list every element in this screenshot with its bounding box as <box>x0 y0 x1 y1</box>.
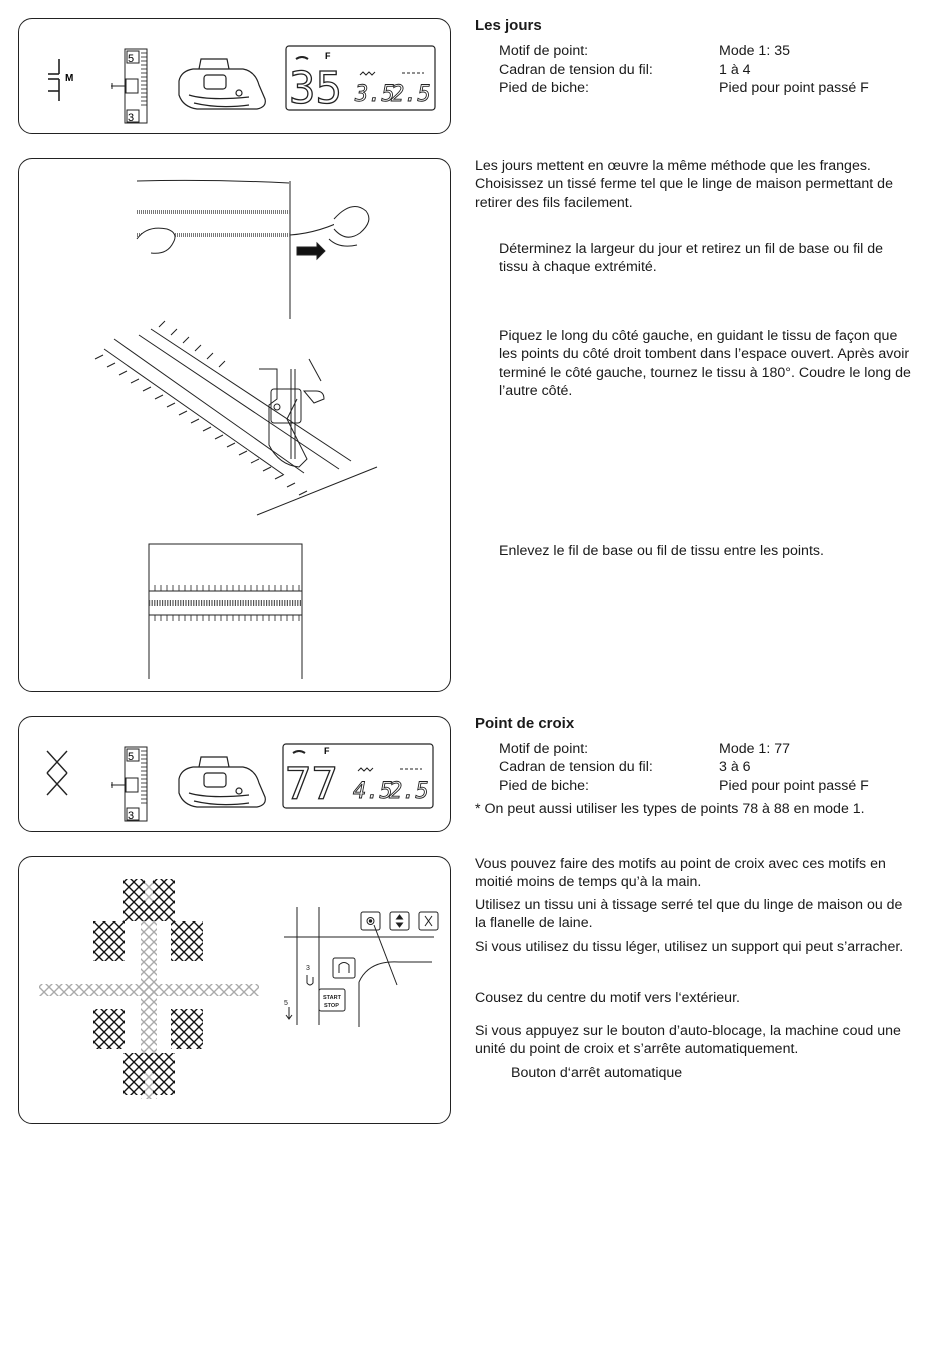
stop-label: STOP <box>324 1003 339 1009</box>
croix-setting-value-2: Pied pour point passé F <box>719 778 869 794</box>
dial-top-number: 5 <box>128 53 135 65</box>
jours-illustration-box <box>18 158 451 692</box>
jours-settings-box <box>18 18 451 134</box>
dial-bottom-number: 3 <box>128 810 135 822</box>
lcd-display-icon <box>286 46 435 114</box>
jours-title: Les jours <box>475 17 542 34</box>
croix-paragraph-4: Cousez du centre du motif vers l‘extérieur. <box>475 990 740 1006</box>
croix-paragraph-3: Si vous utilisez du tissu léger, utilisez un support qui peut s’arracher. <box>475 939 904 955</box>
lcd-foot-letter: F <box>325 51 331 61</box>
lcd-pattern-number: 77 <box>285 759 338 810</box>
croix-setting-value-0: Mode 1: 77 <box>719 741 790 757</box>
start-label: START <box>323 995 341 1001</box>
cross-stitch-motif-illustration <box>39 879 259 1099</box>
straight-stitch-pattern-icon <box>48 59 59 101</box>
croix-setting-value-1: 3 à 6 <box>719 759 751 775</box>
croix-paragraph-5: Si vous appuyez sur le bouton d’auto-blocage, la machine coud une unité du point de croix et s’arrête automatiquement. <box>475 1023 901 1058</box>
jours-setting-label-1: Cadran de tension du fil: <box>499 62 653 78</box>
reverse-button <box>333 958 355 978</box>
finished-hemstitch-illustration <box>149 544 302 679</box>
pattern-mark: M <box>65 73 74 84</box>
jours-illustrations <box>19 159 452 693</box>
lcd-length-value: 2.5 <box>391 82 431 107</box>
presser-foot-f-icon <box>179 59 265 109</box>
dial-top-number: 5 <box>128 751 135 763</box>
lcd-pattern-number: 35 <box>289 63 342 114</box>
panel-number-3: 3 <box>306 965 310 972</box>
lcd-length-value: 2.5 <box>389 779 429 804</box>
croix-settings-icons <box>19 717 452 833</box>
jours-setting-label-0: Motif de point: <box>499 43 589 59</box>
jours-setting-value-0: Mode 1: 35 <box>719 43 790 59</box>
cross-stitch-pattern-icon <box>47 751 67 795</box>
lcd-width-value: 3.5 <box>355 82 395 107</box>
dial-bottom-number: 3 <box>128 112 135 124</box>
jours-step-1: Déterminez la largeur du jour et retirez un fil de base ou fil de tissu à chaque extrémité. <box>499 241 884 276</box>
jours-step-2: Piquez le long du côté gauche, en guidant le tissu de façon que les points du côté droit tombent dans l’espace ouvert. Après avoir terminé le côté gauche, tournez le tissu à 180°. Coudre le long de l’autre côté. <box>499 328 911 400</box>
croix-settings-box <box>18 716 451 832</box>
jours-intro: Les jours mettent en œuvre la même méthode que les franges. Choisissez un tissé ferme tel que le linge de maison permettant de retirer des fils facilement. <box>475 158 893 211</box>
croix-paragraph-1: Vous pouvez faire des motifs au point de croix avec ces motifs en moitié moins de temps qu’à la main. <box>475 856 886 891</box>
croix-setting-label-1: Cadran de tension du fil: <box>499 759 653 775</box>
croix-illustration-box <box>18 856 451 1124</box>
jours-setting-value-1: 1 à 4 <box>719 62 751 78</box>
jours-setting-value-2: Pied pour point passé F <box>719 80 869 96</box>
lcd-display-icon <box>283 744 433 810</box>
jours-settings-icons <box>19 19 452 135</box>
croix-setting-label-2: Pied de biche: <box>499 778 589 794</box>
presser-foot-f-icon <box>179 757 265 807</box>
panel-number-5: 5 <box>284 1000 288 1007</box>
jours-setting-label-2: Pied de biche: <box>499 80 589 96</box>
croix-paragraph-2: Utilisez un tissu uni à tissage serré tel que du linge de maison ou de la flanelle de laine. <box>475 897 903 932</box>
lcd-foot-letter: F <box>324 746 330 756</box>
croix-illustrations <box>19 857 452 1125</box>
machine-stitching-illustration <box>95 321 377 515</box>
auto-lock-caption: Bouton d‘arrêt automatique <box>511 1065 683 1081</box>
fabric-pulled-thread-illustration <box>137 180 369 319</box>
machine-button-panel-illustration <box>284 907 438 1027</box>
croix-title: Point de croix <box>475 715 575 732</box>
croix-setting-label-0: Motif de point: <box>499 741 589 757</box>
lcd-width-value: 4.5 <box>353 779 393 804</box>
jours-step-3: Enlevez le fil de base ou fil de tissu entre les points. <box>499 543 824 559</box>
croix-note: * On peut aussi utiliser les types de points 78 à 88 en mode 1. <box>475 801 865 817</box>
